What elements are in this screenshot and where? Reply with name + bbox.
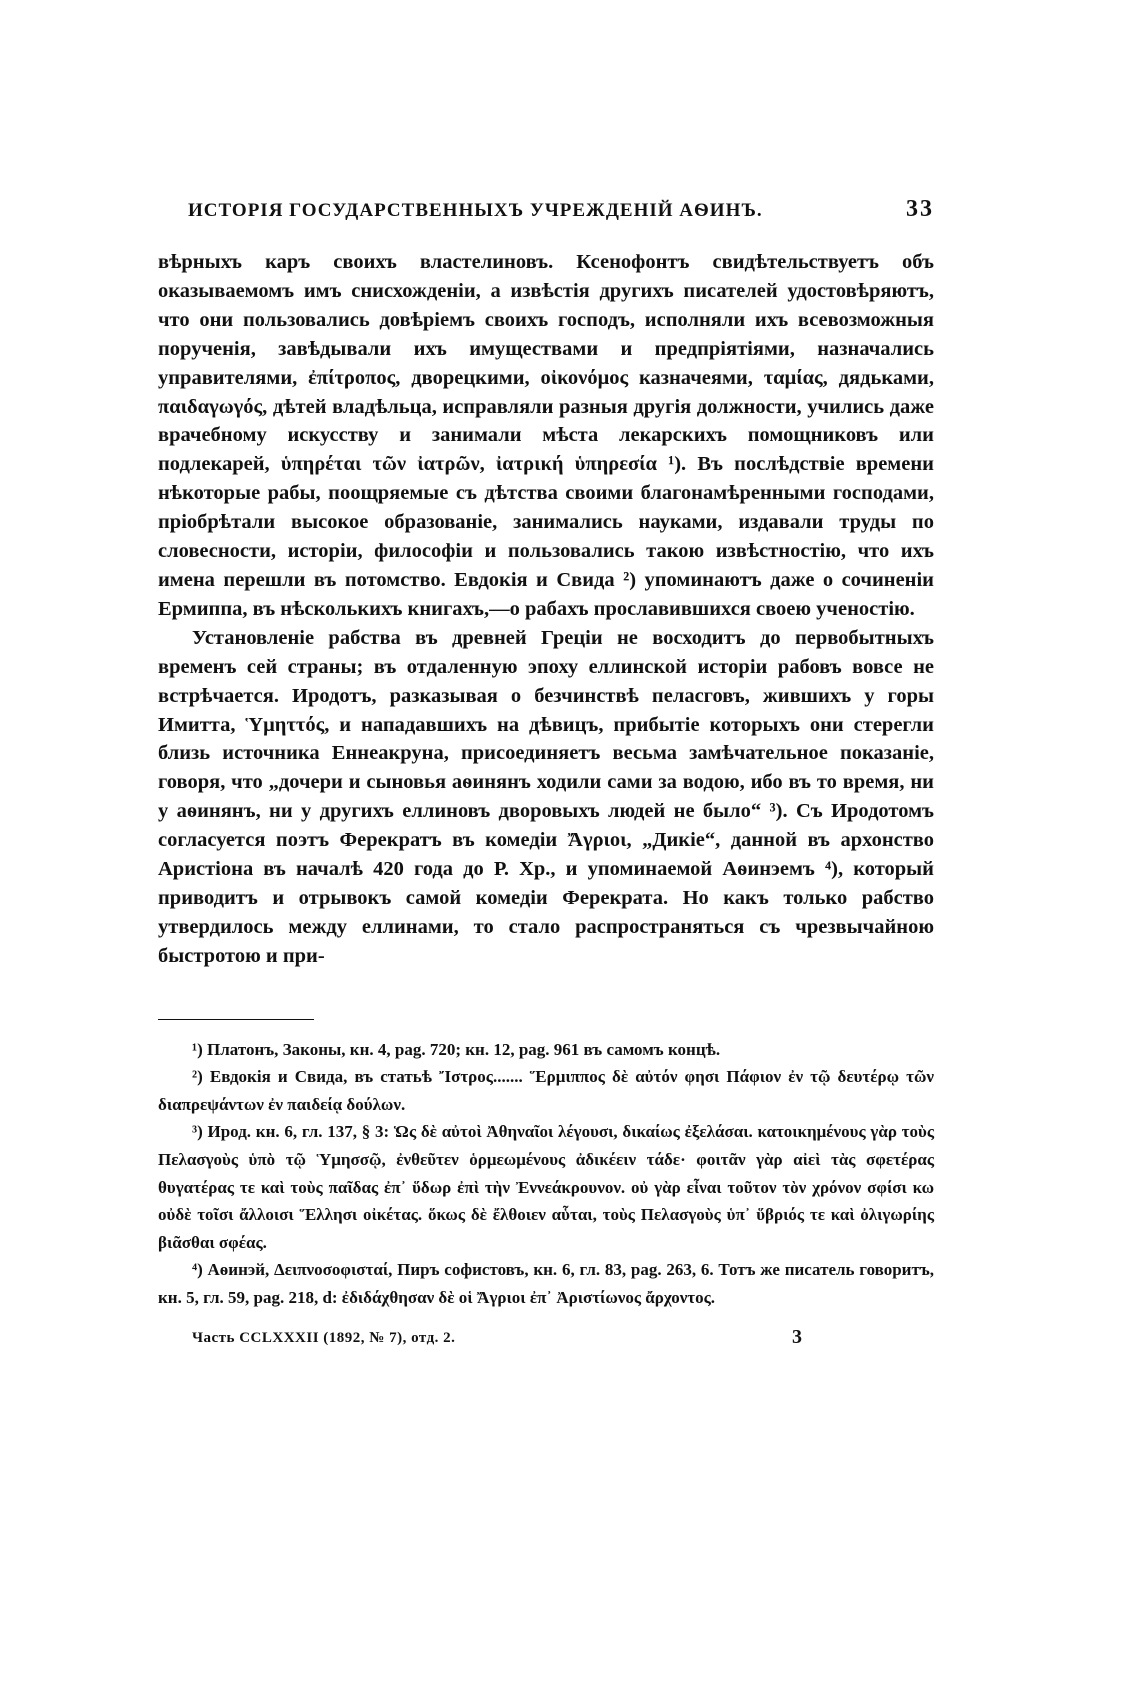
running-header [158, 192, 934, 232]
footnote-1: ¹) Платонъ, Законы, кн. 4, pag. 720; кн. 12, pag. 961 въ самомъ концѣ. [192, 1039, 721, 1059]
sheet-number: 3 [792, 1325, 802, 1348]
main-text [158, 248, 934, 971]
printer-signature: Часть CCLXXXII (1892, № 7), отд. 2. [192, 1329, 456, 1346]
footnote-4: ⁴) Аѳинэй, Δειπνοσοφισταί, Пиръ софистовъ, кн. 6, гл. 83, pag. 263, 6. Тотъ же писатель говоритъ, кн. 5, гл. 59, pag. 218, d: ἐδιδάχθησαν δὲ οἱ Ἄγριοι ἐπ᾽ Ἀριστίωνος ἄρχοντος. [158, 1260, 934, 1307]
page-footer [158, 1326, 934, 1356]
page-number: 33 [906, 196, 934, 222]
footnote-2: ²) Евдокія и Свида, въ статьѣ Ἴστρος....... Ἕρμιππος δὲ αὐτόν φησι Πάφιον ἐν τῷ δευτέρῳ τῶν διαπρεψάντων ἐν παιδείᾳ δούλων. [158, 1067, 934, 1114]
book-page [158, 192, 934, 1356]
footnote-3: ³) Ирод. кн. 6, гл. 137, § 3: Ὡς δὲ αὐτοὶ Ἀθηναῖοι λέγουσι, δικαίως ἐξελάσαι. κατοικημένους γὰρ τοὺς Πελασγοὺς ὑπὸ τῷ Ὑμησσῷ, ἐνθεῦτεν ὁρμεωμένους ἀδικέειν τάδε· φοιτᾶν γὰρ αἰεὶ τὰς σφετέρας θυγατέρας τε καὶ τοὺς παῖδας ἐπ᾽ ὕδωρ ἐπὶ τὴν Ἐννεάκρουνον. οὐ γὰρ εἶναι τοῦτον τὸν χρόνον σφίσι κω οὐδὲ τοῖσι ἄλλοισι Ἕλλησι οἰκέτας. ὅκως δὲ ἔλθοιεν αὗται, τοὺς Πελασγοὺς ὑπ᾽ ὕβριός τε καὶ ὀλιγωρίης βιᾶσθαι σφέας. [158, 1122, 934, 1252]
footnotes [158, 1036, 934, 1312]
paragraph-1: вѣрныхъ каръ своихъ властелиновъ. Ксенофонтъ свидѣтельствуетъ объ оказываемомъ имъ снисхожденіи, а извѣстія другихъ писателей удостовѣряютъ, что они пользовались довѣріемъ своихъ господъ, исполняли ихъ всевозможныя порученія, завѣдывали ихъ имуществами и предпріятіями, назначались управителями, ἐπίτροπος, дворецкими, οἰκονόμος казначеями, ταμίας, дядьками, παιδαγωγός, дѣтей владѣльца, исправляли разныя другія должности, учились даже врачебному искусству и занимали мѣста лекарскихъ помощниковъ или подлекарей, ὑπηρέται τῶν ἰατρῶν, ἰατρική ὑπηρεσία ¹). Въ послѣдствіе времени нѣкоторые рабы, поощряемые съ дѣтства своими благонамѣренными господами, пріобрѣтали высокое образованіе, занимались науками, издавали труды по словесности, исторіи, философіи и пользовались такою извѣстностію, что ихъ имена перешли въ потомство. Евдокія и Свида ²) упоминаютъ даже о сочиненіи Ермиппа, въ нѣсколькихъ книгахъ,—о рабахъ прославившихся своею ученостію. [158, 251, 934, 620]
paragraph-2: Установленіе рабства въ древней Греціи не восходитъ до первобытныхъ временъ сей страны; въ отдаленную эпоху еллинской исторіи рабовъ вовсе не встрѣчается. Иродотъ, разказывая о безчинствѣ пеласговъ, жившихъ у горы Имитта, Ὑμηττός, и нападавшихъ на дѣвицъ, прибытіе которыхъ они стерегли близь источника Еннеакруна, присоединяетъ весьма замѣчательное показаніе, говоря, что „дочери и сыновья аѳинянъ ходили сами за водою, ибо въ то время, ни у аѳинянъ, ни у другихъ еллиновъ дворовыхъ людей не было“ ³). Съ Иродотомъ согласуется поэтъ Ферекратъ въ комедіи Ἄγριοι, „Дикіе“, данной въ архонство Аристіона въ началѣ 420 года до Р. Хр., и упоминаемой Аѳинэемъ ⁴), который приводитъ и отрывокъ самой комедіи Ферекрата. Но какъ только рабство утвердилось между еллинами, то стало распространяться съ чрезвычайною быстротою и при- [158, 626, 934, 967]
running-title: ИСТОРІЯ ГОСУДАРСТВЕННЫХЪ УЧРЕЖДЕНІЙ АѲИНЪ. [188, 200, 763, 221]
footnote-separator [158, 1019, 314, 1020]
